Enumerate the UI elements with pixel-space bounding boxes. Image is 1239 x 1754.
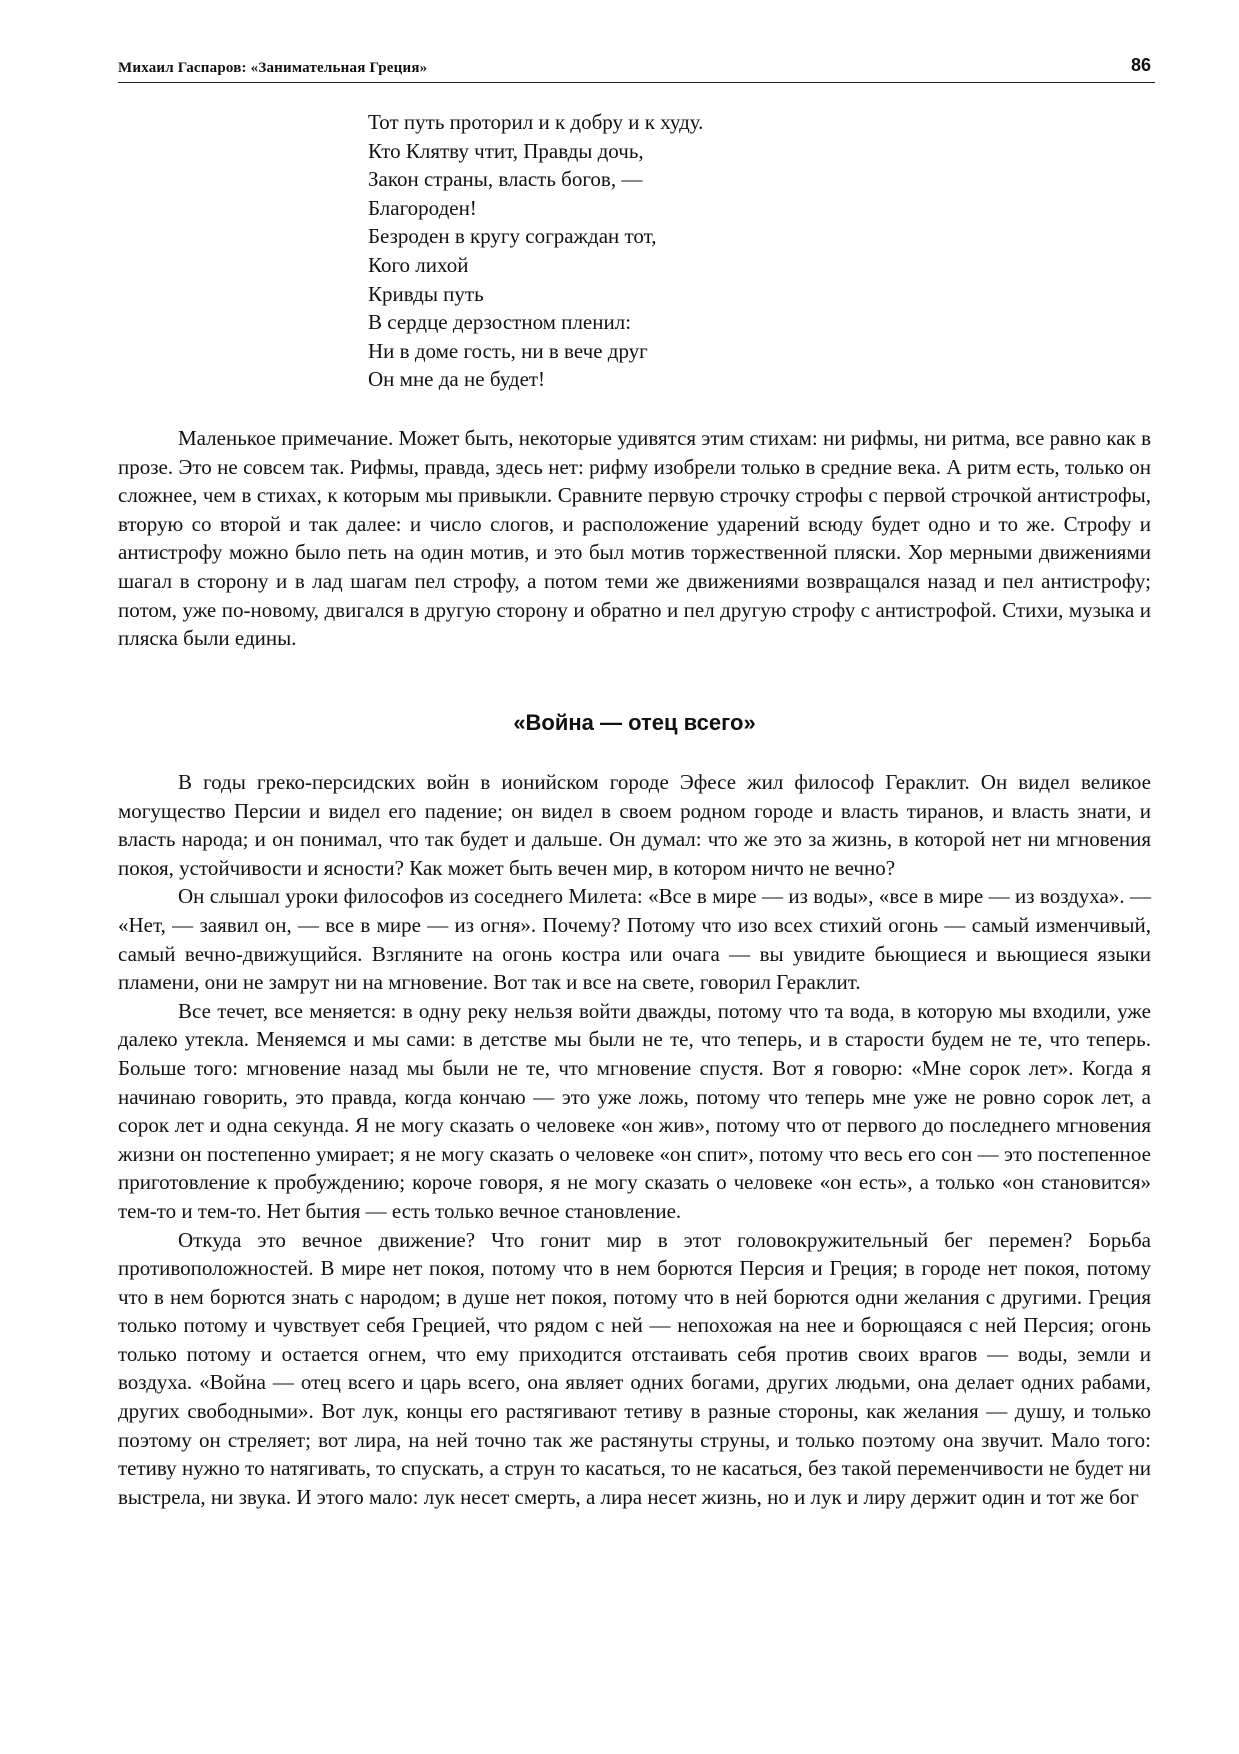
body-paragraph: Все течет, все меняется: в одну реку нельзя войти дважды, потому что та вода, в которую мы входили, уже далеко утекла. Меняемся и мы сами: в детстве мы были не те, что теперь, и в старости будем не те, что теперь. Больше того: мгновение назад мы были не те, что мгновение спустя. Вот я говорю: «Мне сорок лет». Когда я начинаю говорить, это правда, когда кончаю — это уже ложь, потому что теперь мне уже не ровно сорок лет, а сорок лет и одна секунда. Я не могу сказать о человеке «он жив», потому что от первого до последнего мгновения жизни он постепенно умирает; я не могу сказать о человеке «он спит», потому что весь его сон — это постепенное приготовление к пробуждению; короче говоря, я не могу сказать о человеке «он есть», а только «он становится» тем-то и тем-то. Нет бытия — есть только вечное становление. bbox=[118, 998, 1151, 1223]
body-paragraph: Он слышал уроки философов из соседнего Милета: «Все в мире — из воды», «все в мире — из воздуха». — «Нет, — заявил он, — все в мире — из огня». Почему? Потому что изо всех стихий огонь — самый изменчивый, самый вечно-движущийся. Взгляните на огонь костра или очага — вы увидите бьющиеся и вьющиеся языки пламени, они не замрут ни на мгновение. Вот так и все на свете, говорил Гераклит. bbox=[118, 884, 1151, 995]
verse-line: Ни в доме гость, ни в вече друг bbox=[368, 338, 648, 363]
page-header bbox=[118, 54, 1155, 83]
section-heading: «Война — отец всего» bbox=[513, 710, 756, 735]
running-title: Михаил Гаспаров: «Занимательная Греция» bbox=[118, 60, 428, 76]
page-number: 86 bbox=[1130, 55, 1151, 75]
note-section bbox=[118, 424, 1151, 653]
verse-line: Кто Клятву чтит, Правды дочь, bbox=[368, 138, 644, 163]
verse-line: Он мне да не будет! bbox=[368, 367, 546, 392]
verse-line: Кого лихой bbox=[368, 252, 469, 277]
verse-line: Тот путь проторил и к добру и к худу. bbox=[368, 110, 704, 134]
verse-line: Безроден в кругу сограждан тот, bbox=[368, 224, 657, 249]
verse-line: Закон страны, власть богов, — bbox=[368, 167, 643, 192]
chapter-body bbox=[118, 768, 1151, 1511]
body-paragraph: Откуда это вечное движение? Что гонит мир в этот головокружительный бег перемен? Борьба противоположностей. В мире нет покоя, потому что в нем борются Персия и Греция; в городе нет покоя, потому что в нем борются знать с народом; в душе нет покоя, потому что в ней борются одни желания с другими. Греция только потому и чувствует себя Грецией, что рядом с ней — непохожая на нее и борющаяся с ней Персия; огонь только потому и остается огнем, что ему приходится отстаивать себя против своих врагов — воды, земли и воздуха. «Война — отец всего и царь всего, она являет одних богами, других людьми, она делает одних рабами, других свободными». Вот лук, концы его растягивают тетиву в разные стороны, как желания — душу, и только поэтому он стреляет; вот лира, на ней точно так же растянуты струны, и только поэтому она звучит. Мало того: тетиву нужно то натягивать, то спускать, а струн то касаться, то не касаться, без такой переменчивости не будет ни выстрела, ни звука. И этого мало: лук несет смерть, а лира несет жизнь, но и лук и лиру держит один и тот же бог bbox=[118, 1227, 1151, 1509]
body-paragraph: Маленькое примечание. Может быть, некоторые удивятся этим стихам: ни рифмы, ни ритма, все равно как в прозе. Это не совсем так. Рифмы, правда, здесь нет: рифму изобрели только в средние века. А ритм есть, только он сложнее, чем в стихах, к которым мы привыкли. Сравните первую строчку строфы с первой строчкой антистрофы, вторую со второй и так далее: и число слогов, и расположение ударений всюду будет одно и то же. Строфу и антистрофу можно было петь на один мотив, и это был мотив торжественной пляски. Хор мерными движениями шагал в сторону и в лад шагам пел строфу, а потом теми же движениями возвращался назад и пел антистрофу; потом, уже по-новому, двигался в другую сторону и обратно и пел другую строфу с антистрофой. Стихи, музыка и пляска были едины. bbox=[118, 426, 1151, 651]
verse-line: Кривды путь bbox=[368, 281, 484, 306]
verse-line: В сердце дерзостном пленил: bbox=[368, 310, 632, 335]
verse-line: Благороден! bbox=[368, 195, 477, 220]
body-paragraph: В годы греко-персидских войн в ионийском городе Эфесе жил философ Гераклит. Он видел великое могущество Персии и видел его падение; он видел в своем родном городе и власть тиранов, и власть знати, и власть народа; и он понимал, что так будет и дальше. Он думал: что же это за жизнь, в которой нет ни мгновения покоя, устойчивости и ясности? Как может быть вечен мир, в котором ничто не вечно? bbox=[118, 770, 1151, 880]
verse-block bbox=[368, 108, 703, 394]
